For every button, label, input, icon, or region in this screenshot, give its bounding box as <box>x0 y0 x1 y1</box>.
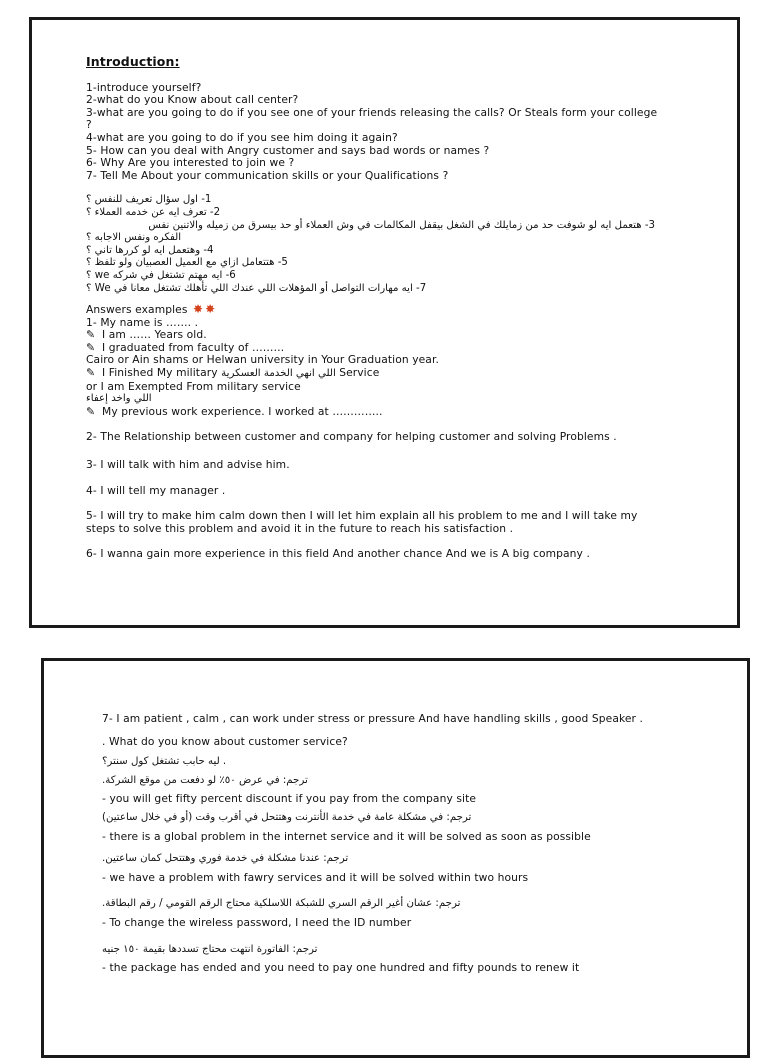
pencil-icon: ✎ <box>86 328 96 342</box>
answers-header: Answers examples <box>86 303 188 317</box>
arabic-question-3-cont: الفكره ونفس الاجابه ؟ <box>86 232 182 244</box>
answer-4: 4- I will tell my manager . <box>86 483 226 497</box>
translate-prompt-fawry: ترجم: عندنا مشكلة في خدمة فوري وهتتحل كمان ساعتين. <box>102 853 349 865</box>
document-page-2 <box>41 658 750 1058</box>
answer-age: I am …… Years old. <box>102 328 207 342</box>
customer-service-question: . What do you know about customer service? <box>102 734 348 748</box>
answer-7: 7- I am patient , calm , can work under stress or pressure And have handling skills , good Speaker . <box>102 712 644 725</box>
arabic-question-2: 2- تعرف ايه عن خدمه العملاء ؟ <box>86 206 221 218</box>
question-2: 2-what do you Know about call center? <box>86 93 299 107</box>
question-1: 1-introduce yourself? <box>86 80 202 94</box>
translation-password: - To change the wireless password, I need the ID number <box>102 915 412 929</box>
answer-3: 3- I will talk with him and advise him. <box>86 458 290 472</box>
answer-name: 1- My name is ……. . <box>86 315 199 329</box>
answer-faculty: I graduated from faculty of ……… <box>102 340 285 354</box>
answer-2: 2- The Relationship between customer and company for helping customer and solving Problems . <box>86 430 617 444</box>
answers-header-row <box>86 303 725 317</box>
arabic-question-7: 7- ايه مهارات التواصل أو المؤهلات اللي عندك اللي تأهلك تشتغل معانا في We ؟ <box>86 282 427 294</box>
page-1-content <box>86 56 725 561</box>
answer-experience: My previous work experience. I worked at ………….. <box>102 404 383 418</box>
answer-military: I Finished My military <box>102 366 218 380</box>
question-4: 4-what are you going to do if you see him doing it again? <box>86 130 398 144</box>
arabic-question-1: 1- اول سؤال تعريف للنفس ؟ <box>86 194 212 206</box>
arabic-call-center-question: . ليه حابب تشتغل كول سنتر؟ <box>102 756 227 768</box>
spacer <box>86 444 725 459</box>
translation-fawry: - we have a problem with fawry services and it will be solved within two hours <box>102 870 529 884</box>
answer-military-arabic: اللي انهي الخدمة العسكرية <box>221 368 336 380</box>
translation-invoice: - the package has ended and you need to pay one hundred and fifty pounds to renew it <box>102 961 580 975</box>
spacer <box>102 930 735 944</box>
question-3: 3-what are you going to do if you see one of your friends releasing the calls? Or Steals form your college ? <box>86 105 658 132</box>
translate-prompt-discount: ترجم: في عرض ٥٠٪ لو دفعت من موقع الشركة. <box>102 774 308 786</box>
collision-emoji-icon: ✸ <box>205 302 216 317</box>
spacer <box>102 748 735 756</box>
spacer <box>86 295 725 303</box>
arabic-question-5: 5- هتتعامل ازاي مع العميل العصبيان ولو تلفظ ؟ <box>86 257 288 269</box>
spacer <box>86 472 725 485</box>
pencil-icon: ✎ <box>86 404 96 418</box>
answer-exempted: or I am Exempted From military service <box>86 379 301 393</box>
question-7: 7- Tell Me About your communication skills or your Qualifications ? <box>86 168 449 182</box>
translation-internet: - there is a global problem in the internet service and it will be solved as soon as possible <box>102 829 591 843</box>
answer-military-end: Service <box>339 366 380 380</box>
translate-prompt-password: ترجم: عشان أغير الرقم السري للشبكة اللاسلكية محتاج الرقم القومي / رقم البطاقة. <box>102 898 461 910</box>
pencil-icon: ✎ <box>86 366 96 380</box>
answer-5: 5- I will try to make him calm down then I will let him explain all his problem to me and I will take my steps to solve this problem and avoid it in the future to reach his satisfaction . <box>86 509 638 535</box>
arabic-question-4: 4- وهتعمل ايه لو كررها تاني ؟ <box>86 244 214 256</box>
question-6: 6- Why Are you interested to join we ? <box>86 156 295 170</box>
spacer <box>102 884 735 898</box>
answer-experience-row <box>86 406 725 419</box>
answer-university: Cairo or Ain shams or Helwan university in Your Graduation year. <box>86 353 439 367</box>
answer-exempted-arabic: اللي واخد إعفاء <box>86 393 152 405</box>
translate-prompt-internet: ترجم: في مشكلة عامة في خدمة الأنترنت وهتتحل في أقرب وقت (أو في خلال ساعتين) <box>102 811 472 823</box>
introduction-title: Introduction: <box>86 54 180 69</box>
translate-prompt-invoice: ترجم: الفاتورة انتهت محتاج تسددها بقيمة ١٥٠ جنيه <box>102 943 318 955</box>
translation-discount: - you will get fifty percent discount if you pay from the company site <box>102 792 477 806</box>
arabic-question-6: 6- ايه مهتم تشتغل في شركه we ؟ <box>86 269 236 281</box>
pencil-icon: ✎ <box>86 340 96 354</box>
answer-6: 6- I wanna gain more experience in this field And another chance And we is A big company . <box>86 547 590 561</box>
collision-emoji-icon: ✸ <box>193 302 204 317</box>
question-5: 5- How can you deal with Angry customer and says bad words or names ? <box>86 143 490 157</box>
arabic-question-3: 3- هتعمل ايه لو شوفت حد من زمايلك في الشغل بيقفل المكالمات في وش العملاء أو حد بيسرق من زميله والاتنين نفس <box>148 219 655 231</box>
spacer <box>102 843 735 853</box>
answer-military-row <box>86 367 725 381</box>
spacer <box>86 182 725 194</box>
page-2-content <box>102 713 735 975</box>
document-page-1 <box>29 17 740 628</box>
